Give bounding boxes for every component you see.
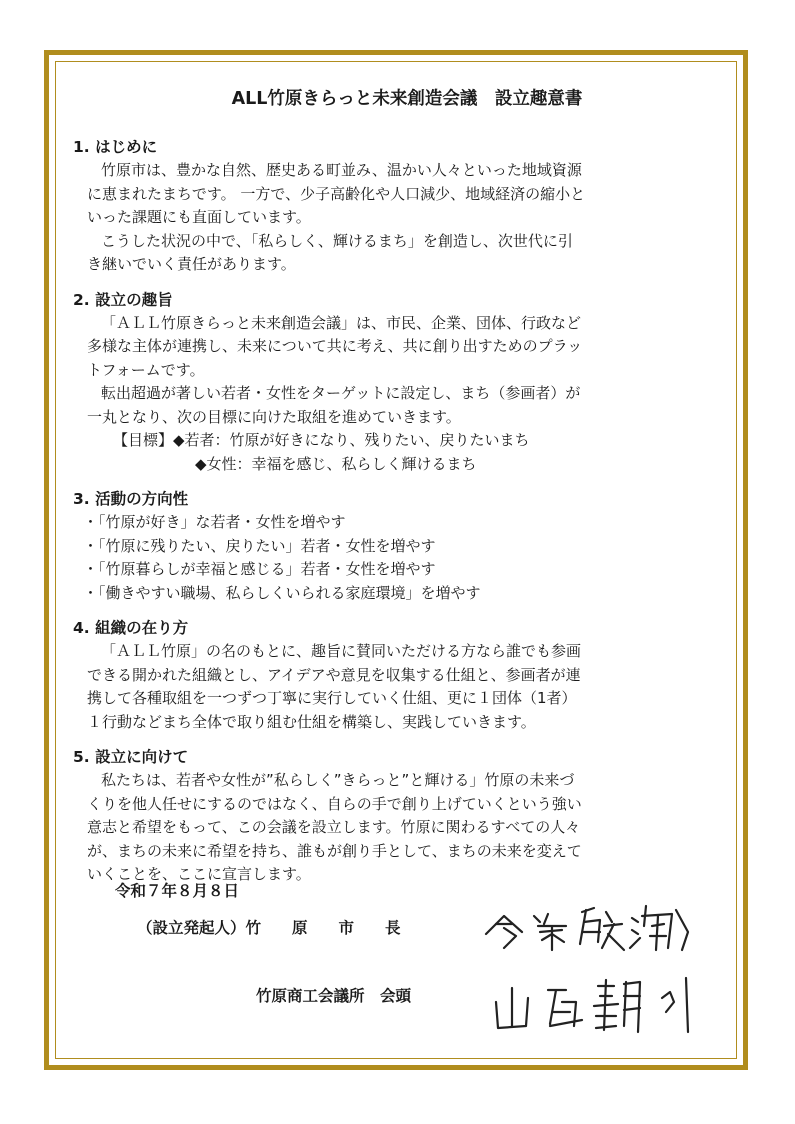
goal-label: 【目標】: [113, 431, 174, 449]
section-heading: 2. 設立の趣旨: [73, 290, 173, 309]
paragraph-line: こうした状況の中で、「私らしく、輝けるまち」を創造し、次世代に引: [101, 231, 573, 250]
section-heading: 4. 組織の在り方: [73, 619, 189, 637]
list-item: ・「働きやすい職場、私らしくいられる家庭環境」を増やす: [83, 583, 481, 602]
list-item: ・「竹原暮らしが幸福と感じる」若者・女性を増やす: [83, 560, 436, 578]
section-toward-establishment: [73, 746, 723, 887]
paragraph-line: いくことを、ここに宣言します。: [87, 865, 311, 883]
paragraph-line: 「ＡＬＬ竹原きらっと未来創造会議」は、市民、企業、団体、行政など: [101, 313, 582, 332]
section-heading: 3. 活動の方向性: [73, 490, 189, 508]
section-purpose: [73, 289, 723, 477]
paragraph-line: 意志と希望をもって、この会議を設立します。竹原に関わるすべての人々: [87, 818, 581, 836]
section-heading: 1. はじめに: [73, 138, 158, 156]
document-date: 令和７年８月８日: [115, 882, 240, 900]
paragraph-line: トフォームです。: [87, 360, 205, 379]
paragraph-line: 「ＡＬＬ竹原」の名のもとに、趣旨に賛同いただける方なら誰でも参画: [101, 642, 582, 660]
section-introduction: [73, 136, 723, 277]
signatory-role: 竹 原 市 長: [245, 919, 401, 937]
paragraph-line: に恵まれたまちです。 一方で、少子高齢化や人口減少、地域経済の縮小と: [87, 184, 586, 203]
paragraph-line: 携して各種取組を一つずつ丁寧に実行していく仕組、更に１団体（1者）: [87, 689, 577, 707]
list-item: ・「竹原に残りたい、戻りたい」若者・女性を増やす: [83, 536, 436, 555]
goal-item: ◆女性：幸福を感じ、私らしく輝けるまち: [195, 454, 477, 473]
goal-line: [73, 429, 723, 453]
mayor-signature: [482, 892, 697, 954]
document-title: ALL竹原きらっと未来創造会議 設立趣意書: [231, 89, 583, 109]
paragraph-line: いった課題にも直面しています。: [87, 208, 311, 226]
paragraph-line: き継いでいく責任があります。: [87, 255, 296, 273]
signatory-chamber-of-commerce: [256, 984, 411, 1006]
signatory-mayor: [137, 916, 401, 938]
paragraph-line: 転出超過が著しい若者・女性をターゲットに設定し、まち（参画者）が: [101, 384, 581, 402]
paragraph-line: 竹原市は、豊かな自然、歴史ある町並み、温かい人々といった地域資源: [101, 161, 582, 179]
signatory-role: 竹原商工会議所 会頭: [256, 987, 412, 1005]
section-organization: [73, 617, 723, 734]
document-body: [73, 84, 723, 887]
paragraph-line: 私たちは、若者や女性が”私らしく”きらっと”と輝ける」竹原の未来づ: [101, 771, 575, 789]
paragraph-line: できる開かれた組織とし、アイデアや意見を収集する仕組と、参画者が連: [87, 665, 581, 684]
list-item: ・「竹原が好き」な若者・女性を増やす: [83, 513, 346, 531]
section-heading: 5. 設立に向けて: [73, 748, 189, 766]
section-direction: [73, 488, 723, 605]
paragraph-line: 多様な主体が連携し、未来について共に考え、共に創り出すためのプラッ: [87, 337, 583, 355]
paragraph-line: が、まちの未来に希望を持ち、誰もが創り手として、まちの未来を変えて: [87, 841, 582, 860]
paragraph-line: 一丸となり、次の目標に向けた取組を進めていきます。: [87, 407, 461, 426]
paragraph-line: １行動などまち全体で取り組む仕組を構築し、実践していきます。: [87, 712, 536, 731]
paragraph-line: くりを他人任せにするのではなく、自らの手で創り上げていくという強い: [87, 794, 582, 813]
goal-item: ◆若者：竹原が好きになり、残りたい、戻りたいまち: [173, 431, 530, 449]
chamber-signature: [490, 968, 700, 1038]
signatory-prefix: （設立発起人）: [137, 919, 246, 937]
